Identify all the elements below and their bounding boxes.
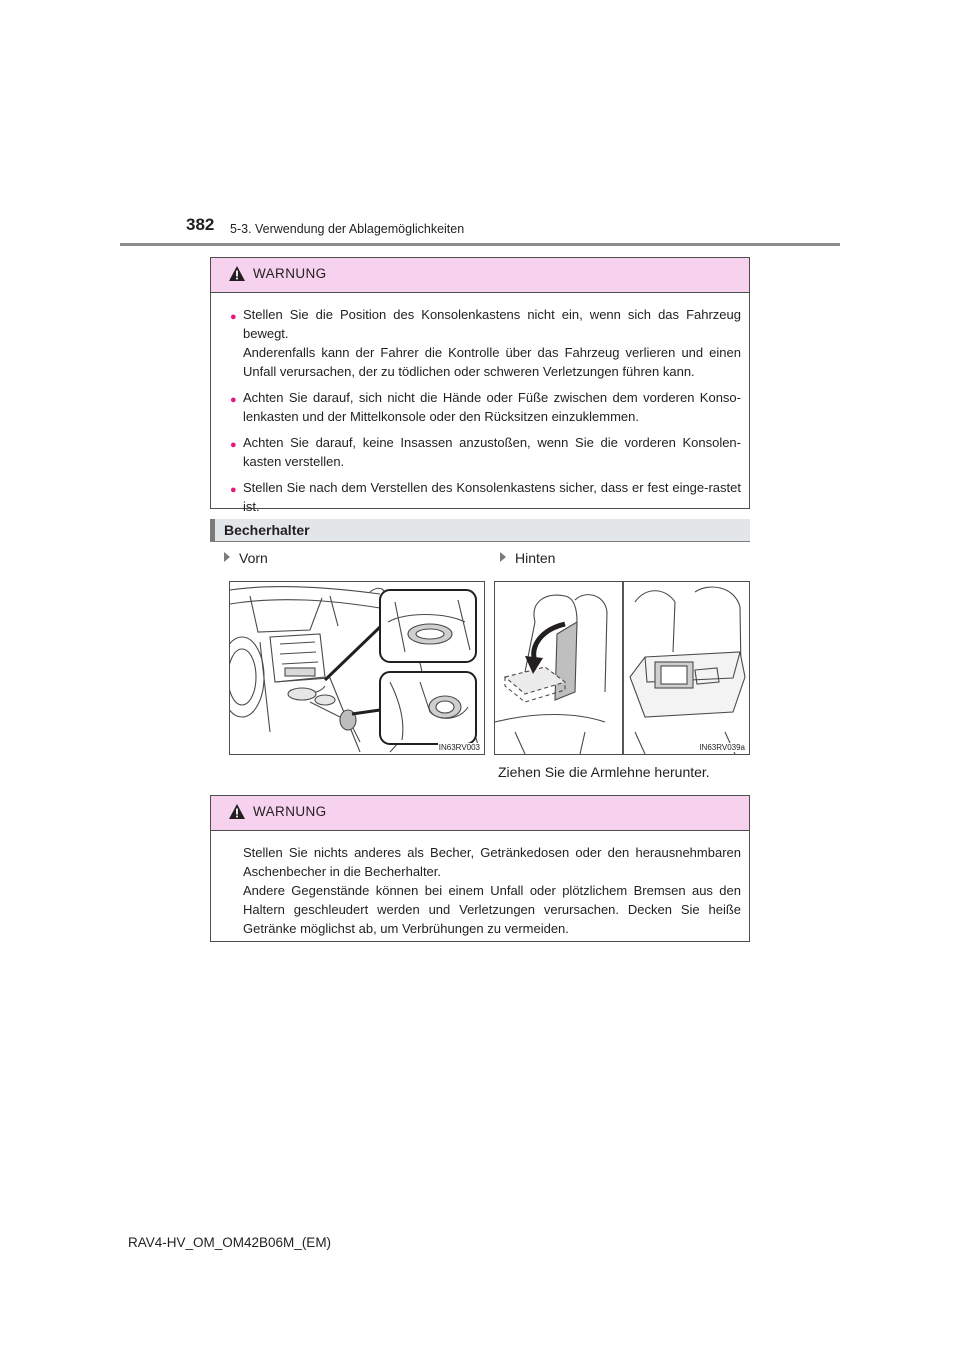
warning-item: [230, 388, 741, 426]
warning-item-text: Stellen Sie nach dem Verstellen des Konsolenkastens sicher, dass er fest einge-rastet ist.: [243, 480, 741, 514]
section-accent: [210, 519, 215, 541]
page-number: 382: [186, 215, 215, 234]
warning-triangle-icon: [228, 265, 246, 282]
section-heading: [210, 519, 750, 542]
warning-item: [230, 305, 741, 381]
warning-text: Stellen Sie nichts anderes als Becher, Getränkedosen oder den herausnehmbaren Aschenbecher in die Becherhalter. Andere Gegenstände können bei einem Unfall oder plötzlichem Bremsen aus den Haltern geschleudert werden und Verletzungen verursachen. Decken Sie heiße Getränke möglichst ab, um Verbrühungen zu vermeiden.: [243, 845, 741, 936]
rear-armrest-drawing: [495, 582, 749, 754]
section-heading-label: Becherhalter: [224, 522, 310, 538]
warning-box: [210, 257, 750, 514]
bullet-icon: ●: [230, 394, 237, 406]
front-console-drawing: [230, 582, 484, 754]
warning-item-text: Stellen Sie die Position des Konsolenkastens nicht ein, wenn sich das Fahrzeug bewegt. Anderenfalls kann der Fahrer die Kontrolle über das Fahrzeug verlieren und einen Unfall verursachen, der zu tödlichen oder schweren Verletzungen führen kann.: [243, 307, 741, 379]
front-label: [224, 550, 268, 566]
rear-label-text: Hinten: [515, 550, 556, 566]
warning-title: WARNUNG: [253, 804, 327, 819]
arrow-right-icon: [500, 552, 506, 562]
rear-caption: Ziehen Sie die Armlehne herunter.: [498, 764, 710, 780]
front-label-text: Vorn: [239, 550, 268, 566]
warning-body: [211, 293, 749, 528]
warning-item-text: Achten Sie darauf, sich nicht die Hände oder Füße zwischen dem vorderen Konso-lenkasten und der Mittelkonsole oder den Rücksitzen einzuklemmen.: [243, 390, 741, 424]
warning-header: [211, 796, 749, 831]
header-rule: [120, 243, 840, 246]
bullet-icon: ●: [230, 484, 237, 496]
rear-cupholder-illustration: [494, 581, 750, 755]
rear-label: [500, 550, 555, 566]
front-cupholder-illustration: [229, 581, 485, 755]
warning-box-2: [210, 795, 750, 942]
bullet-icon: ●: [230, 311, 237, 323]
arrow-right-icon: [224, 552, 230, 562]
warning-title: WARNUNG: [253, 266, 327, 281]
warning-triangle-icon: [228, 803, 246, 820]
warning-item-text: Achten Sie darauf, keine Insassen anzustoßen, wenn Sie die vorderen Konsolen-kasten verstellen.: [243, 435, 741, 469]
warning-item: [230, 433, 741, 471]
section-title: 5-3. Verwendung der Ablagemöglichkeiten: [230, 222, 465, 236]
figure-code: IN63RV039a: [699, 743, 745, 752]
warning-body: [211, 831, 749, 950]
warning-item: [230, 478, 741, 516]
footer-code: RAV4-HV_OM_OM42B06M_(EM): [128, 1235, 332, 1250]
warning-header: [211, 258, 749, 293]
bullet-icon: ●: [230, 439, 237, 451]
figure-code: IN63RV003: [438, 743, 480, 752]
